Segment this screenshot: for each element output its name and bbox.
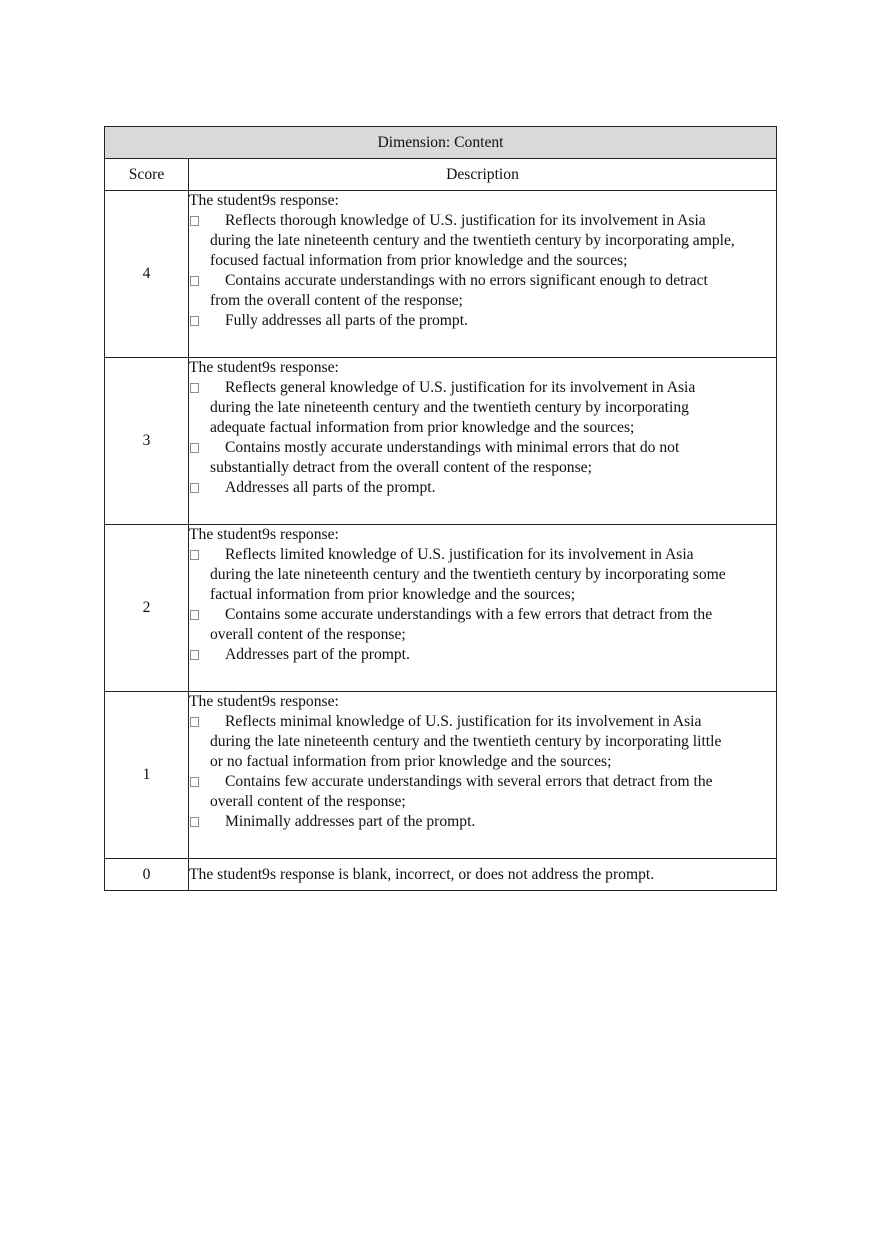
checkbox-bullet-icon [190, 216, 199, 226]
criteria-text: Reflects thorough knowledge of U.S. justification for its involvement in Asia during the late nineteenth century and the twentieth century by incorporating ample, focused factual information from prior knowledge and the sources; [210, 212, 735, 269]
description-cell [189, 191, 777, 358]
criteria-item [189, 812, 776, 832]
criteria-item [189, 438, 776, 478]
description-column-header: Description [189, 159, 777, 191]
criteria-item [189, 645, 776, 665]
criteria-text: Reflects limited knowledge of U.S. justification for its involvement in Asia during the late nineteenth century and the twentieth century by incorporating some factual information from prior knowledge and the sources; [210, 546, 726, 603]
criteria-text: Fully addresses all parts of the prompt. [225, 312, 468, 329]
rubric-row-score-4 [105, 191, 777, 358]
checkbox-bullet-icon [190, 610, 199, 620]
score-cell: 1 [105, 692, 189, 859]
criteria-text: Contains accurate understandings with no errors significant enough to detract from the overall content of the response; [210, 272, 708, 309]
checkbox-bullet-icon [190, 383, 199, 393]
rubric-title: Dimension: Content [105, 127, 777, 159]
criteria-list [189, 211, 776, 331]
rubric-row-score-0 [105, 859, 777, 891]
description-intro: The student9s response: [189, 693, 339, 710]
criteria-item [189, 478, 776, 498]
description-cell: The student9s response is blank, incorrect, or does not address the prompt. [189, 859, 777, 891]
score-cell: 0 [105, 859, 189, 891]
score-column-header: Score [105, 159, 189, 191]
criteria-text: Addresses part of the prompt. [225, 646, 410, 663]
rubric-header-row [105, 159, 777, 191]
description-intro: The student9s response: [189, 359, 339, 376]
criteria-list [189, 545, 776, 665]
criteria-item [189, 545, 776, 605]
criteria-item [189, 712, 776, 772]
checkbox-bullet-icon [190, 817, 199, 827]
content-rubric-table [104, 126, 777, 891]
rubric-title-row [105, 127, 777, 159]
criteria-item [189, 605, 776, 645]
rubric-row-score-3 [105, 358, 777, 525]
criteria-text: Contains few accurate understandings with several errors that detract from the overall content of the response; [210, 773, 713, 810]
rubric-row-score-1 [105, 692, 777, 859]
criteria-text: Contains mostly accurate understandings with minimal errors that do not substantially detract from the overall content of the response; [210, 439, 680, 476]
criteria-text: Reflects minimal knowledge of U.S. justification for its involvement in Asia during the late nineteenth century and the twentieth century by incorporating little or no factual information from prior knowledge and the sources; [210, 713, 722, 770]
score-cell: 2 [105, 525, 189, 692]
criteria-text: Addresses all parts of the prompt. [225, 479, 436, 496]
checkbox-bullet-icon [190, 316, 199, 326]
criteria-text: Minimally addresses part of the prompt. [225, 813, 476, 830]
criteria-item [189, 271, 776, 311]
criteria-list [189, 712, 776, 832]
criteria-text: Reflects general knowledge of U.S. justification for its involvement in Asia during the late nineteenth century and the twentieth century by incorporating adequate factual information from prior knowledge and the sources; [210, 379, 696, 436]
score-cell: 3 [105, 358, 189, 525]
rubric-row-score-2 [105, 525, 777, 692]
criteria-text: Contains some accurate understandings with a few errors that detract from the overall content of the response; [210, 606, 713, 643]
checkbox-bullet-icon [190, 550, 199, 560]
criteria-list [189, 378, 776, 498]
description-intro: The student9s response: [189, 192, 339, 209]
checkbox-bullet-icon [190, 443, 199, 453]
criteria-item [189, 311, 776, 331]
criteria-item [189, 772, 776, 812]
description-cell [189, 358, 777, 525]
score-cell: 4 [105, 191, 189, 358]
description-cell [189, 525, 777, 692]
checkbox-bullet-icon [190, 777, 199, 787]
criteria-item [189, 211, 776, 271]
checkbox-bullet-icon [190, 483, 199, 493]
description-cell [189, 692, 777, 859]
criteria-item [189, 378, 776, 438]
description-intro: The student9s response: [189, 526, 339, 543]
checkbox-bullet-icon [190, 717, 199, 727]
checkbox-bullet-icon [190, 276, 199, 286]
checkbox-bullet-icon [190, 650, 199, 660]
